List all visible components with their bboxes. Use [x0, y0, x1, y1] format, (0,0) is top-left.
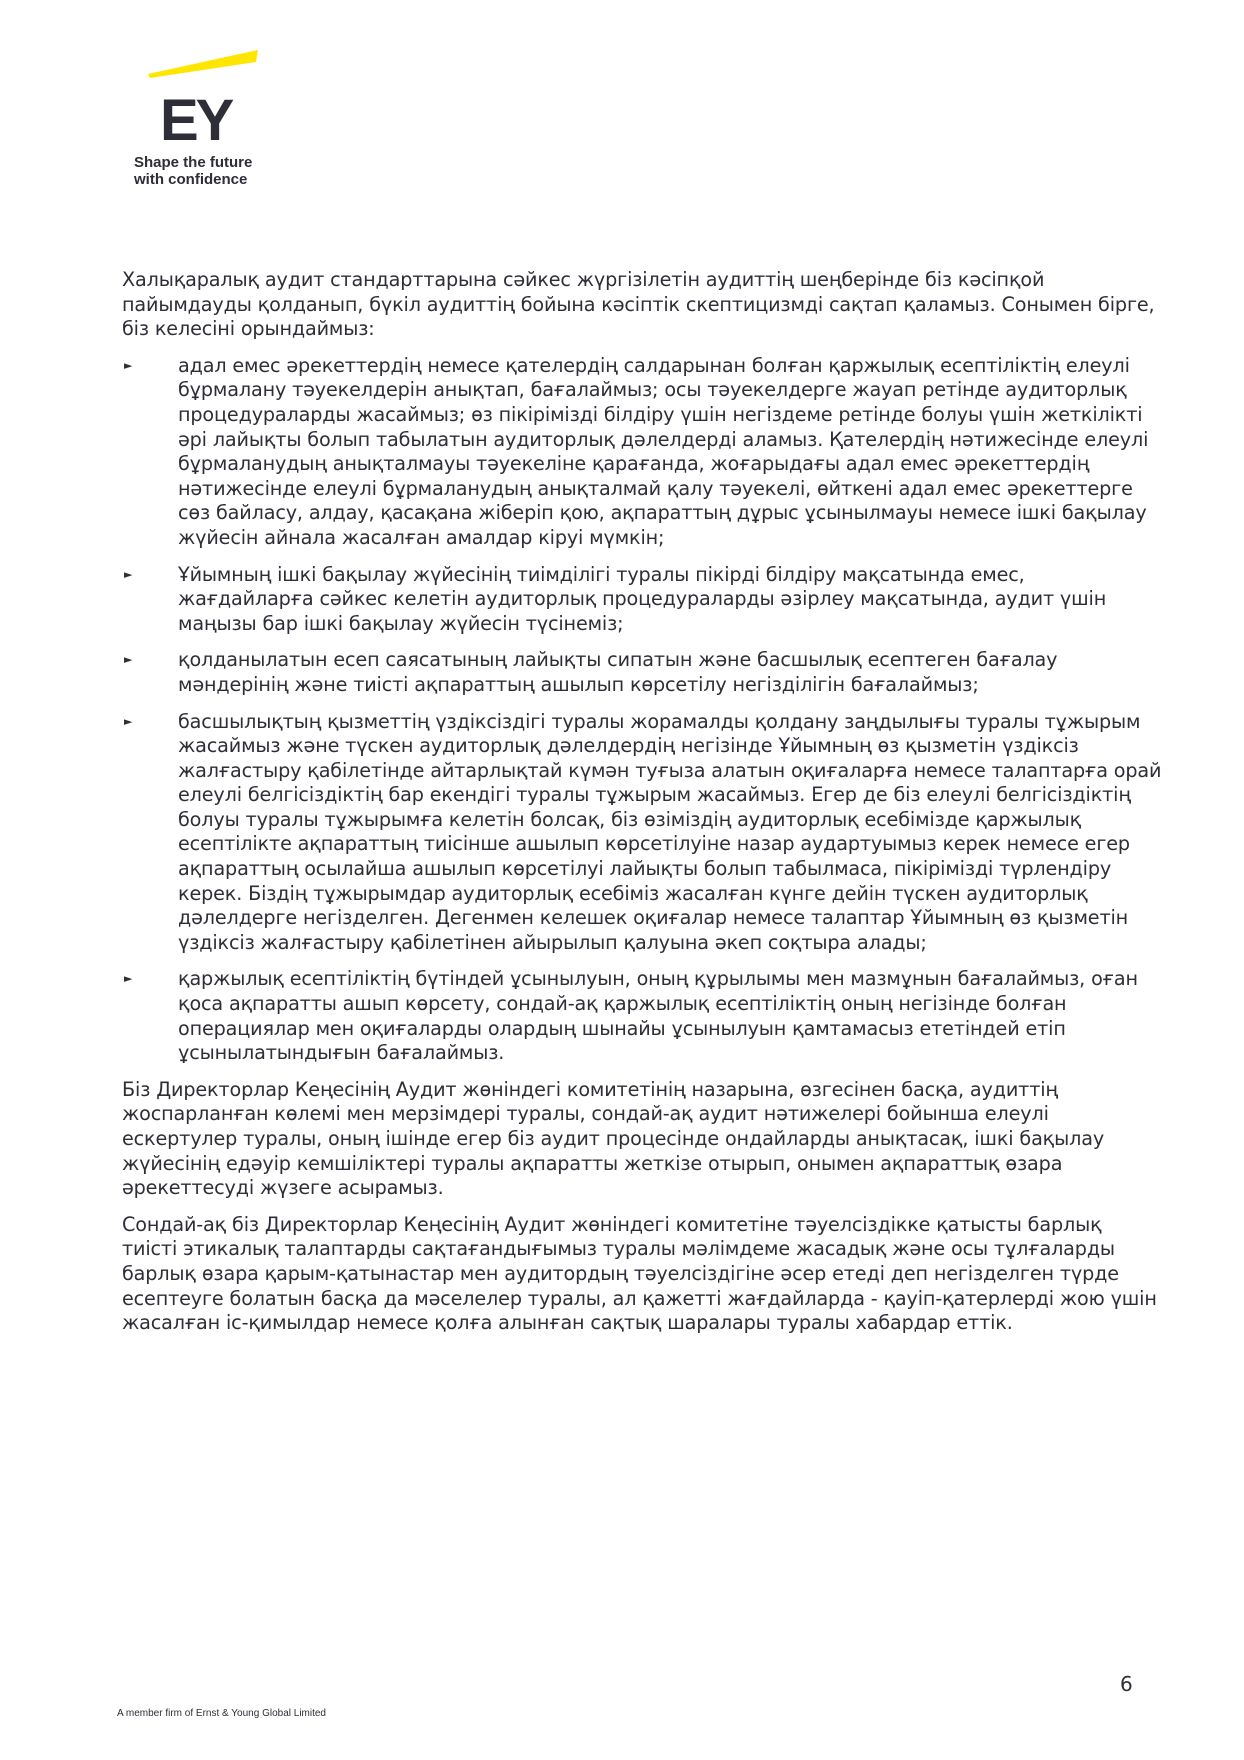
list-item: [122, 563, 1162, 637]
logo-wordmark: EY: [160, 88, 232, 153]
beam-icon: [146, 48, 266, 88]
procedures-list: [122, 354, 1162, 1066]
list-item: [122, 648, 1162, 697]
committee-paragraph: Біз Директорлар Кеңесінің Аудит жөніндегі комитетінің назарына, өзгесінен басқа, аудиттің жоспарланған көлемі мен мерзімдері туралы, сондай-ақ аудит нәтижелері бойынша елеулі ескертулер туралы, оның ішінде егер біз аудит процесінде ондайларды анықтасақ, ішкі бақылау жүйесінің едәуір кемшіліктері туралы ақпаратты жеткізе отырып, онымен ақпараттық өзара әрекеттесуді жүзеге асырамыз.: [122, 1077, 1105, 1200]
list-item-text: басшылықтың қызметтің үздіксіздігі туралы жорамалды қолдану заңдылығы туралы тұжырым жасаймыз және түскен аудиторлық дәлелдердің негізінде Ұйымның өз қызметін үздіксіз жалғастыру қабілетінде айтарлықтай күмән туғыза алатын оқиғаларға немесе талаптарға орай елеулі белгісіздіктің бар екендігі туралы тұжырым жасаймыз. Егер де біз елеулі белгісіздіктің болуы туралы тұжырымға келетін болсақ, біз өзіміздің аудиторлық есебімізде қаржылық есептілікте ақпараттың тиісінше ашылып көрсетілуіне назар аудартуымыз керек немесе егер ақпараттың осылайша ашылып көрсетілуі лайықты болып табылмаса, пікірімізді түрлендіру керек. Біздің тұжырымдар аудиторлық есебіміз жасалған күнге дейін түскен аудиторлық дәлелдерге негізделген. Дегенмен келешек оқиғалар немесе талаптар Ұйымның өз қызметін үздіксіз жалғастыру қабілетінен айырылып қалуына әкеп соқтыра алады;: [178, 709, 1162, 954]
list-item: [122, 967, 1162, 1065]
tagline-line-1: Shape the future: [134, 154, 253, 171]
list-item: [122, 710, 1162, 956]
document-body: [122, 268, 1162, 1348]
tagline-line-2: with confidence: [134, 171, 248, 188]
triangle-bullet-icon: ►: [124, 972, 133, 986]
list-item: [122, 354, 1162, 551]
intro-paragraph: Халықаралық аудит стандарттарына сәйкес жүргізілетін аудиттің шеңберінде біз кәсіпқой пайымдауды қолданып, бүкіл аудиттің бойына кәсіптік скептицизмді сақтап қаламыз. Сонымен бірге, біз келесіні орындаймыз:: [122, 268, 1155, 341]
triangle-bullet-icon: ►: [124, 567, 133, 581]
tagline: [134, 154, 252, 188]
list-item-text: Ұйымның ішкі бақылау жүйесінің тиімділігі туралы пікірді білдіру мақсатында емес, жағдайларға сәйкес келетін аудиторлық процедураларды әзірлеу мақсатында, аудит үшін маңызы бар ішкі бақылау жүйесін түсінеміз;: [178, 562, 1107, 635]
list-item-text: адал емес әрекеттердің немесе қателердің салдарынан болған қаржылық есептіліктің елеулі бұрмалану тәуекелдерін анықтап, бағалаймыз; осы тәуекелдерге жауап ретінде аудиторлық процедураларды жасаймыз; өз пікірімізді білдіру үшін негіздеме ретінде болуы үшін жеткілікті әрі лайықты болып табылатын аудиторлық дәлелдерді аламыз. Қателердің нәтижесінде елеулі бұрмаланудың анықталмауы тәуекеліне қарағанда, жоғарыдағы адал емес әрекеттердің нәтижесінде елеулі бұрмаланудың анықталмай қалу тәуекелі, өйткені адал емес әрекеттерге сөз байласу, алдау, қасақана жіберіп қою, ақпараттың дұрыс ұсынылмауы немесе ішкі бақылау жүйесін айнала жасалған амалдар кіруі мүмкін;: [178, 353, 1149, 549]
list-item-text: қолданылатын есеп саясатының лайықты сипатын және басшылық есептеген бағалау мәндерінің және тиісті ақпараттың ашылып көрсетілу негізділігін бағалаймыз;: [178, 648, 1058, 696]
triangle-bullet-icon: ►: [124, 358, 133, 372]
footer-text: A member firm of Ernst & Young Global Limited: [117, 1708, 326, 1719]
triangle-bullet-icon: ►: [124, 653, 133, 667]
triangle-bullet-icon: ►: [124, 714, 133, 728]
independence-paragraph: Сондай-ақ біз Директорлар Кеңесінің Аудит жөніндегі комитетіне тәуелсіздікке қатысты барлық тиісті этикалық талаптарды сақтағандығымыз туралы мәлімдеме жасадық және осы тұлғаларды барлық өзара қарым-қатынастар мен аудитордың тәуелсіздігіне әсер етеді деп негізделген түрде есептеуге болатын басқа да мәселелер туралы, ал қажетті жағдайларда - қауіп-қатерлерді жою үшін жасалған іс-қимылдар немесе қолға алынған сақтық шаралары туралы хабардар еттік.: [122, 1212, 1157, 1335]
page-number: 6: [1120, 1672, 1133, 1696]
list-item-text: қаржылық есептіліктің бүтіндей ұсынылуын, оның құрылымы мен мазмұнын бағалаймыз, оған қоса ақпаратты ашып көрсету, сондай-ақ қаржылық есептіліктің оның негізінде болған операциялар мен оқиғаларды олардың шынайы ұсынылуын қамтамасыз ететіндей етіп ұсынылатындығын бағалаймыз.: [178, 967, 1138, 1065]
